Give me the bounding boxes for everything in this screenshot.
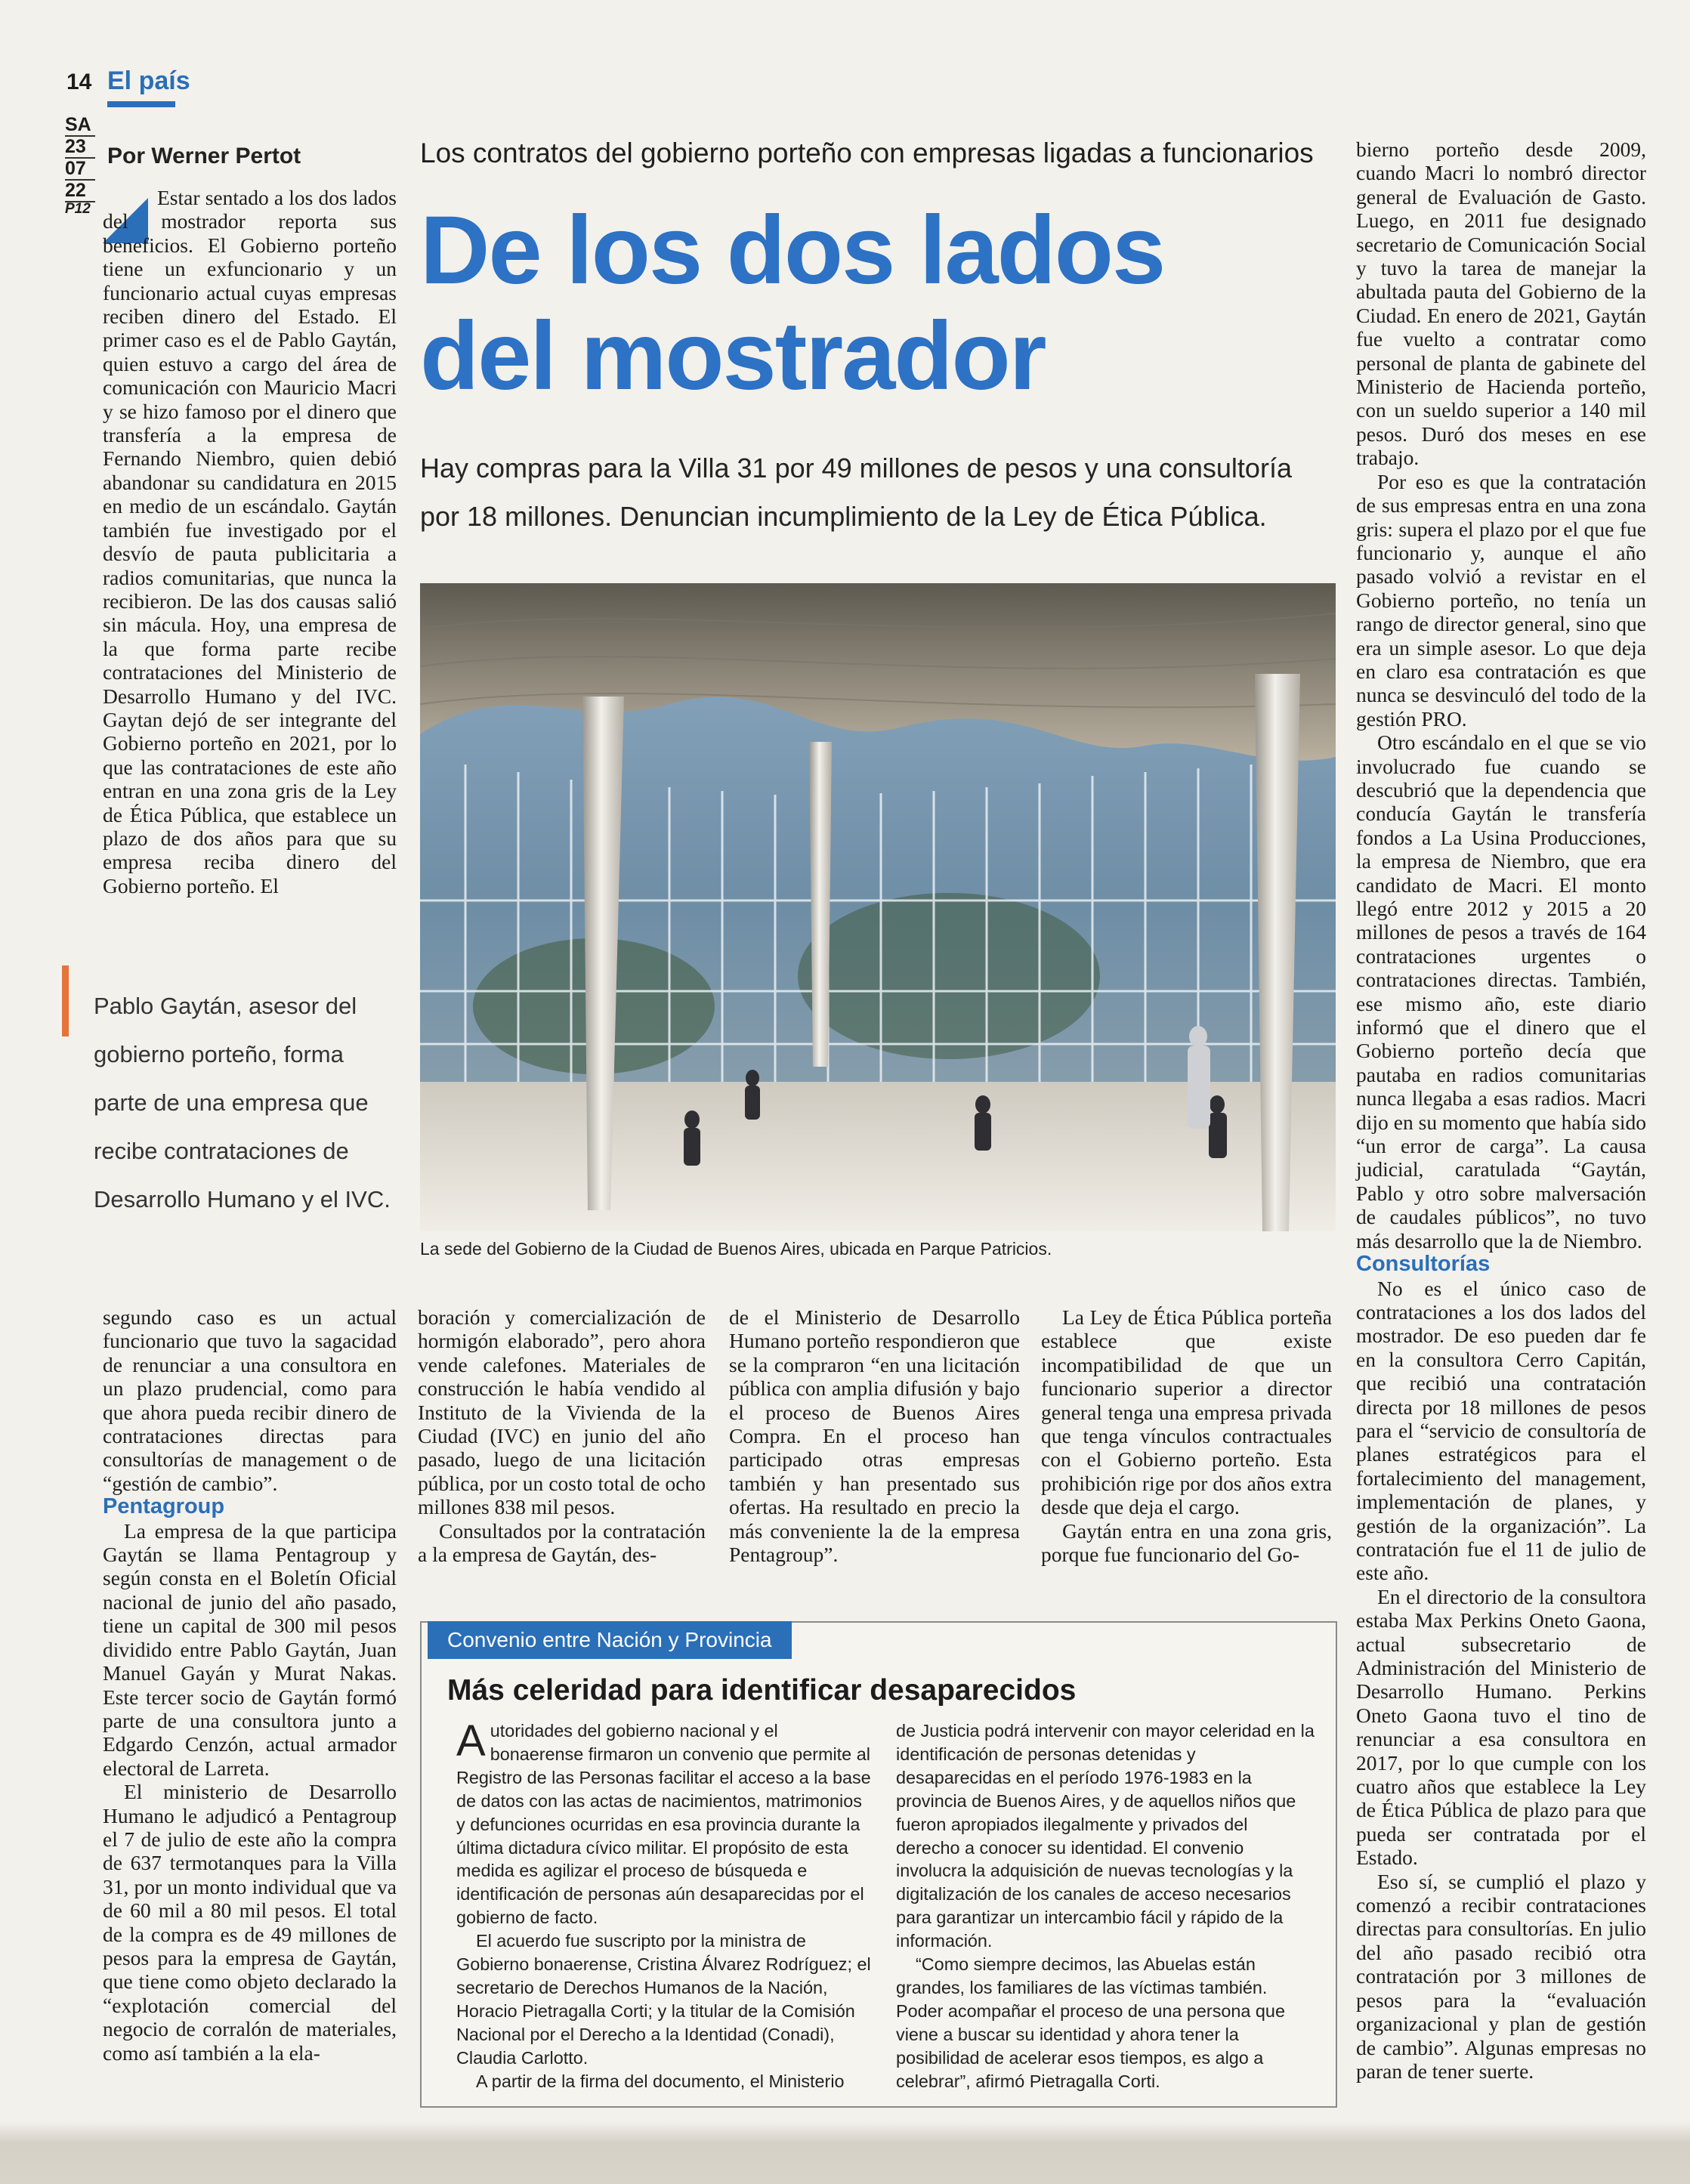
subhead: Hay compras para la Villa 31 por 49 millones de pesos y una consultoría por 18 millones. Denuncian incumplimiento de la Ley de Ética Pública. — [420, 453, 1292, 532]
body-paragraph: Por eso es que la contratación de sus empresas entra en una zona gris: supera el plazo por el que fue funcionario y, aunque el año pasado volvió a revistar en el Gobierno porteño, no tenía un rango de director general, sino que era un simple asesor. Lo que deja en claro esa contratación es que nunca se desvinculó del todo de la gestión PRO. — [1356, 469, 1646, 731]
date-year: 22 — [65, 181, 95, 202]
body-column-5 — [1356, 137, 1646, 2083]
sidebar-paragraph: El acuerdo fue suscripto por la ministra de Gobierno bonaerense, Cristina Álvarez Rodríguez; el secretario de Derechos Humanos de la Nación, Horacio Pietragalla Corti; y la titular de la Comisión Nacional por el Derecho a la Identidad (Conadi), Claudia Carlotto. — [456, 1931, 871, 2068]
body-paragraph: Gaytán entra en una zona gris, porque fue funcionario del Go- — [1041, 1518, 1332, 1567]
body-paragraph: de el Ministerio de Desarrollo Humano porteño respondieron que se la compraron “en una licitación pública con amplia difusión y bajo el proceso de Buenos Aires Compra. En el proceso han participado otras empresas también y han presentado sus ofertas. Ha resultado en precio la más conveniente la de la empresa Pentagroup”. — [729, 1305, 1020, 1567]
kicker: Los contratos del gobierno porteño con empresas ligadas a funcionarios — [420, 137, 1314, 168]
body-paragraph: La empresa de la que participa Gaytán se llama Pentagroup y según consta en el Boletín Oficial nacional de junio del año pasado, tiene un capital de 300 mil pesos dividido entre Pablo Gaytán, Juan Manuel Gayán y Murat Nakas. Este tercer socio de Gaytán formó parte de una consultora junto a Edgardo Cenzón, actual armador electoral de Larreta. — [103, 1518, 397, 1780]
sidebar-paragraph: “Como siempre decimos, las Abuelas están grandes, los familiares de las víctimas también. Poder acompañar el proceso de una persona que viene a buscar su identidad y ahora tener la posibilidad de acelerar esos tiempos, es algo a celebrar”, afirmó Pietragalla Corti. — [896, 1954, 1285, 2091]
pull-quote: Pablo Gaytán, asesor del gobierno porteño, forma parte de una empresa que recibe contrataciones de Desarrollo Humano y el IVC. — [94, 993, 391, 1212]
body-paragraph: bierno porteño desde 2009, cuando Macri lo nombró director general de Evaluación de Gasto. Luego, en 2011 fue designado secretario de Comunicación Social y tuvo la tarea de manejar la abultada pauta del Gobierno de la Ciudad. En enero de 2021, Gaytán fue vuelto a contratar como personal de planta de gabinete del Ministerio de Hacienda porteño, con un sueldo superior a 140 mil pesos. Duró dos meses en ese trabajo. — [1356, 137, 1646, 470]
body-paragraph: En el directorio de la consultora estaba Max Perkins Oneto Gaona, actual subsecretario de Administración del Ministerio de Desarrollo Humano. Perkins Oneto Gaona tuvo el tino de renunciar a esa consultora en 2017, por lo que cumple con los cuatro años que establece la Ley de Ética Pública de plazo para que pueda ser contratada por el Estado. — [1356, 1584, 1646, 1870]
section-name: El país — [107, 66, 190, 95]
body-paragraph: Consultados por la contratación a la empresa de Gaytán, des- — [418, 1518, 706, 1567]
body-column-2 — [418, 1305, 706, 1566]
headline: De los dos lados del mostrador — [420, 196, 1165, 410]
body-paragraph: Otro escándalo en el que se vio involucrado fue cuando se descubrió que la dependencia que conducía Gaytán le transfería fondos a La Usina Producciones, la empresa de Niembro, que era candidato de Macri. El monto llegó entre 2012 y 2015 a 20 millones de pesos a través de 164 contrataciones urgentes o contrataciones directas. También, ese mismo año, este diario informó que el dinero que el Gobierno porteño decía que pautaba en radios comunitarias nunca llegaba a esas radios. Macri dijo en su momento que había sido “un error de carga”. La causa judicial, caratulada “Gaytán, Pablo y otro sobre malversación de caudales públicos”, no tuvo más desarrollo que la de Niembro. — [1356, 731, 1646, 1253]
body-paragraph: Estar sentado a los dos lados del mostrador reporta sus beneficios. El Gobierno porteño tiene un exfuncionario y un funcionario actual cuyas empresas reciben dinero del Estado. El primer caso es el de Pablo Gaytán, quien estuvo a cargo del área de comunicación con Mauricio Macri y se hizo famoso por el dinero que transfería a la empresa de Fernando Niembro, quien debió abandonar su candidatura en 2015 en medio de un escándalo. Gaytán también fue investigado por el desvío de pauta publicitaria a radios comunitarias, que nunca la recibieron. De las dos causas salió sin mácula. Hoy, una empresa de la que forma parte recibe contrataciones del Ministerio de Desarrollo Humano y del IVC. Gaytan dejó de ser integrante del Gobierno porteño en 2021, por lo que las contrataciones de este año entran en una zona gris de la Ley de Ética Pública, que establece un plazo de dos años para que su empresa reciba dinero del Gobierno porteño. El — [103, 186, 397, 897]
date-day: 23 — [65, 137, 95, 159]
sidebar-box-tab: Convenio entre Nación y Provincia — [428, 1621, 792, 1659]
body-column-4 — [1041, 1305, 1332, 1566]
sidebar-column-1 — [456, 1716, 875, 2093]
body-column-1-bottom — [103, 1305, 397, 2065]
photo-illustration — [420, 583, 1336, 1231]
drop-cap: A — [456, 1716, 486, 1765]
sidebar-box-title: Más celeridad para identificar desaparecidos — [447, 1674, 1077, 1707]
newspaper-logo: P12 — [65, 201, 91, 217]
subtitle-pentagroup: Pentagroup — [103, 1494, 225, 1519]
byline: Por Werner Pertot — [107, 144, 301, 168]
torn-page-edge — [0, 2121, 1690, 2184]
body-column-1-top — [103, 186, 397, 897]
body-paragraph: La Ley de Ética Pública porteña establece que existe incompatibilidad de que un funcionario superior a director general tenga una empresa privada que tenga vínculos contractuales con el Gobierno porteño. Esta prohibición rige por dos años extra desde que deja el cargo. — [1041, 1305, 1332, 1519]
body-column-3 — [729, 1305, 1020, 1566]
subtitle-consultorias: Consultorías — [1356, 1252, 1491, 1277]
sidebar-paragraph: de Justicia podrá intervenir con mayor celeridad en la identificación de personas detenidas y desaparecidas en el período 1976-1983 en la provincia de Buenos Aires, y de aquellos niños que fueron apropiados ilegalmente y privados del derecho a conocer su identidad. El convenio involucra la adquisición de nuevas tecnologías y la digitalización de los canales de acceso necesarios para garantizar un intercambio fácil y rápido de la información. — [896, 1721, 1315, 1951]
body-paragraph: boración y comercialización de hormigón elaborado”, pero ahora vende calefones. Materiales de construcción le había vendido al Instituto de la Vivienda de la Ciudad (IVC) en junio del año pasado, luego de una licitación pública, por un costo total de ocho millones 838 mil pesos. — [418, 1305, 706, 1519]
sidebar-column-2 — [896, 1719, 1315, 2093]
body-paragraph: segundo caso es un actual funcionario que tuvo la sagacidad de renunciar a una consultora en un plazo prudencial, como para que ahora pueda recibir dinero de contrataciones directas para consultorías de management o de “gestión de cambio”. — [103, 1305, 397, 1495]
body-paragraph: No es el único caso de contrataciones a los dos lados del mostrador. De eso pueden dar fe en la consultora Cerro Capitán, que recibió una contratación directa por 18 millones de pesos para el “servicio de consultoría de planes estratégicos para el fortalecimiento del management, implementación de planes, y gestión de la organización”. La contratación fue el 11 de julio de este año. — [1356, 1276, 1646, 1585]
date-weekday: SA — [65, 115, 95, 137]
section-underline — [107, 101, 175, 107]
date-month: 07 — [65, 159, 95, 181]
sidebar-paragraph: A partir de la firma del documento, el Ministerio — [476, 2071, 845, 2091]
page-number: 14 — [66, 70, 92, 94]
date-block — [65, 115, 95, 202]
photo-caption: La sede del Gobierno de la Ciudad de Buenos Aires, ubicada en Parque Patricios. — [420, 1239, 1052, 1259]
body-paragraph: El ministerio de Desarrollo Humano le adjudicó a Pentagroup el 7 de julio de este año la compra de 637 termotanques para la Villa 31, por un monto individual que va de 60 mil a 80 mil pesos. El total de la compra es de 49 millones de pesos para la empresa de Gaytán, que tiene como objeto declarado la “explotación comercial del negocio de corralón de materiales, como así también a la ela- — [103, 1780, 397, 2065]
building-photo — [420, 583, 1336, 1231]
body-paragraph: Eso sí, se cumplió el plazo y comenzó a recibir contrataciones directas para consultorías. En julio del año pasado recibió otra contratación por 3 millones de pesos para la “evaluación organizacional y plan de gestión de cambio”. Algunas empresas no paran de tener suerte. — [1356, 1869, 1646, 2083]
sidebar-paragraph: utoridades del gobierno nacional y el bonaerense firmaron un convenio que permite al Registro de las Personas facilitar el acceso a la base de datos con las actas de nacimientos, matrimonios y defunciones ocurridas en esa provincia durante la última dictadura cívico militar. El propósito de esta medida es agilizar el proceso de búsqueda e identificación de personas aún desaparecidas por el gobierno de facto. — [456, 1721, 871, 1928]
quote-accent-bar — [62, 965, 69, 1036]
